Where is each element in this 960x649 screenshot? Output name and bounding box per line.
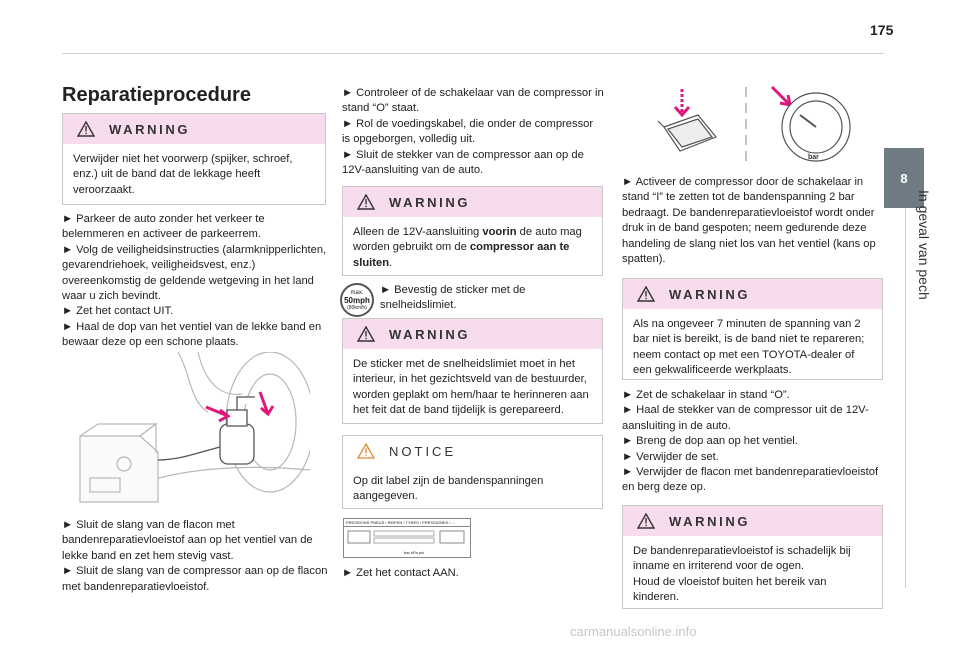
instruction-steps-2: ► Sluit de slang van de flacon met bandenreparatievloeistof aan op het ventiel van de lekke band en zet hem stevig vast. ► Sluit de slang van de compressor aan op de flacon met bandenreparatievloeistof. xyxy=(62,519,328,593)
warning-header xyxy=(63,114,325,144)
notice-text: Op dit label zijn de bandenspanningen aangegeven. xyxy=(353,475,544,503)
warning-text: De sticker met de snelheidslimiet moet in het interieur, in het gezichtsveld van de bestuurder, worden geplakt om hem/haar te herinneren aan het feit dat de band tijdelijk is gerepareerd. xyxy=(353,358,589,417)
chapter-title: In geval van pech xyxy=(916,190,932,300)
page-title: Reparatieprocedure xyxy=(62,84,251,106)
warning-box-5 xyxy=(622,505,883,609)
warning-triangle-icon xyxy=(637,513,655,529)
warning-triangle-icon xyxy=(77,121,95,137)
ignition-step: ► Zet het contact AAN. xyxy=(342,567,459,579)
warning-box-4 xyxy=(622,278,883,380)
sticker-step: ► Bevestig de sticker met de snelheidslimiet. xyxy=(380,284,526,312)
warning-text: Als na ongeveer 7 minuten de spanning van 2 bar niet is bereikt, is de band niet te repareren; neem contact op met een TOYOTA-dealer of een gekwalificeerde werkplaats. xyxy=(633,318,865,377)
warning-triangle-icon xyxy=(637,286,655,302)
warning-label: WARNING xyxy=(389,326,471,342)
label-header: PRESSIONS PNEUS / REIFEN / TYRES / PRESSIONES / ... xyxy=(344,519,470,527)
warning-header xyxy=(343,319,602,349)
watermark: carmanualsonline.info xyxy=(570,624,697,639)
notice-label: NOTICE xyxy=(389,443,457,459)
warning-header xyxy=(623,506,882,536)
label-units: bar kPa psi xyxy=(404,550,425,555)
chapter-tab[interactable]: 8 xyxy=(884,148,924,208)
speed-limit-sticker-icon: max. 50mph (80km/h) xyxy=(340,283,374,317)
notice-box xyxy=(342,435,603,509)
warning-box-3 xyxy=(342,318,603,424)
tyre-label-drawing xyxy=(344,527,470,549)
warning-text: Verwijder niet het voorwerp (spijker, schroef, enz.) uit de band dat de lekkage heeft veroorzaakt. xyxy=(73,153,293,196)
warning-text: De bandenreparatievloeistof is schadelijk bij inname en irriterend voor de ogen. Houd de vloeistof buiten het bereik van kinderen. xyxy=(633,545,851,604)
notice-triangle-icon xyxy=(357,443,375,459)
warning-triangle-icon xyxy=(357,326,375,342)
gauge-unit-label: bar xyxy=(808,154,819,161)
compressor-gauge-illustration xyxy=(650,85,865,165)
instruction-steps-4: ► Activeer de compressor door de schakelaar in stand “I” te zetten tot de bandenspanning 2 bar bedraagt. De bandenreparatievloeistof wordt onder druk in de band gespoten; neem gedurende deze handeling de slang niet los van het ventiel (kans op spatten). xyxy=(622,176,876,266)
instruction-steps-1: ► Parkeer de auto zonder het verkeer te belemmeren en activeer de parkeerrem. ► Volg de veiligheidsinstructies (alarmknipperlichten, gevarendriehoek, veiligheidsvest, enz.) overeenkomstig de geldende wetgeving in het land waar u zich bevindt. ► Zet het contact UIT. ► Haal de dop van het ventiel van de lekke band en bewaar deze op een schone plaats. xyxy=(62,213,327,349)
notice-header xyxy=(343,436,602,466)
warning-label: WARNING xyxy=(669,286,751,302)
warning-header xyxy=(623,279,882,309)
header-divider xyxy=(62,53,884,54)
warning-box-2 xyxy=(342,186,603,276)
warning-label: WARNING xyxy=(669,513,751,529)
tyre-compressor-illustration xyxy=(70,352,310,510)
page-number: 175 xyxy=(870,22,894,38)
instruction-steps-3: ► Controleer of de schakelaar van de compressor in stand “O” staat. ► Rol de voedingskabel, die onder de compressor is opgeborgen, volledig uit. ► Sluit de stekker van de compressor aan op de 12V-aansluiting van de auto. xyxy=(342,87,604,177)
warning-box-1 xyxy=(62,113,326,205)
instruction-steps-5: ► Zet de schakelaar in stand “O”. ► Haal de stekker van de compressor uit de 12V-aansluiting in de auto. ► Breng de dop aan op het ventiel. ► Verwijder de set. ► Verwijder de flacon met bandenreparatievloeistof en berg deze op. xyxy=(622,389,879,494)
warning-triangle-icon xyxy=(357,194,375,210)
warning-text: Alleen de 12V-aansluiting voorin de auto mag worden gebruikt om de compressor aan te sluiten. xyxy=(353,226,582,269)
warning-header xyxy=(343,187,602,217)
warning-label: WARNING xyxy=(109,121,191,137)
tyre-pressure-label-image xyxy=(343,518,471,558)
warning-label: WARNING xyxy=(389,194,471,210)
